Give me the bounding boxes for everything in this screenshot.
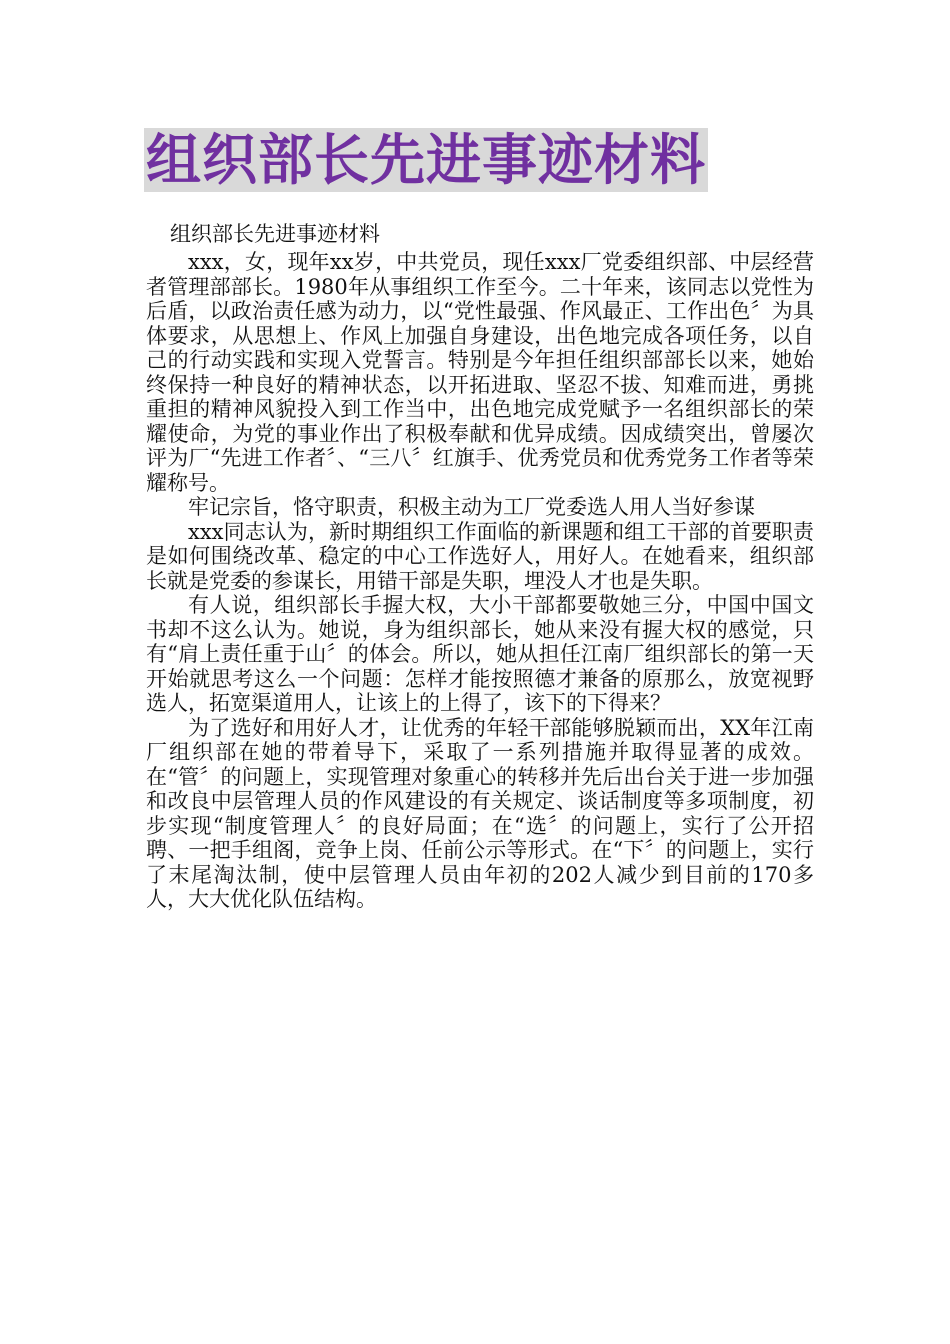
paragraph-section-heading: 牢记宗旨，恪守职责，积极主动为工厂党委选人用人当好参谋 [188, 495, 755, 519]
document-title: 组织部长先进事迹材料 [146, 128, 707, 192]
paragraph-role: xxx同志认为，新时期组织工作面临的新课题和组工干部的首要职责是如何围绕改革、稳定的中心工作选好人，用好人。在她看来，组织部长就是党委的参谋长，用错干部是失职，埋没人才也是失职。 [146, 519, 814, 593]
document-subtitle: 组织部长先进事迹材料 [170, 222, 380, 246]
paragraph-measures: 为了选好和用好人才，让优秀的年轻干部能够脱颖而出，XX年江南厂组织部在她的带着导下，采取了一系列措施并取得显著的成效。在“管〞的问题上，实现管理对象重心的转移并先后出台关于进一步加强和改良中层管理人员的作风建设的有关规定、谈话制度等多项制度，初步实现“制度管理人〞的良好局面；在“选〞的问题上，实行了公开招聘、一把手组阁，竞争上岗、任前公示等形式。在“下〞的问题上，实行了末尾淘汰制，使中层管理人员由年初的202人减少到目前的170多人，大大优化队伍结构。 [146, 715, 814, 911]
paragraph-power: 有人说，组织部长手握大权，大小干部都要敬她三分，中国中国文书却不这么认为。她说，身为组织部长，她从来没有握大权的感觉，只有“肩上责任重于山〞的体会。所以，她从担任江南厂组织部长的第一天开始就思考这么一个问题：怎样才能按照德才兼备的原那么，放宽视野选人，拓宽渠道用人，让该上的上得了，该下的下得来？ [146, 593, 814, 715]
document-body [146, 220, 814, 912]
title-highlight [144, 128, 708, 192]
paragraph-intro: xxx，女，现年xx岁，中共党员，现任xxx厂党委组织部、中层经营者管理部部长。1980年从事组织工作至今。二十年来，该同志以党性为后盾，以政治责任感为动力，以“党性最强、作风最正、工作出色〞为具体要求，从思想上、作风上加强自身建设，出色地完成各项任务，以自己的行动实践和实现入党誓言。特别是今年担任组织部部长以来，她始终保持一种良好的精神状态，以开拓进取、坚忍不拔、知难而进，勇挑重担的精神风貌投入到工作当中，出色地完成党赋予一名组织部长的荣耀使命，为党的事业作出了积极奉献和优异成绩。因成绩突出，曾屡次评为厂“先进工作者〞、“三八〞红旗手、优秀党员和优秀党务工作者等荣耀称号。 [146, 250, 814, 495]
